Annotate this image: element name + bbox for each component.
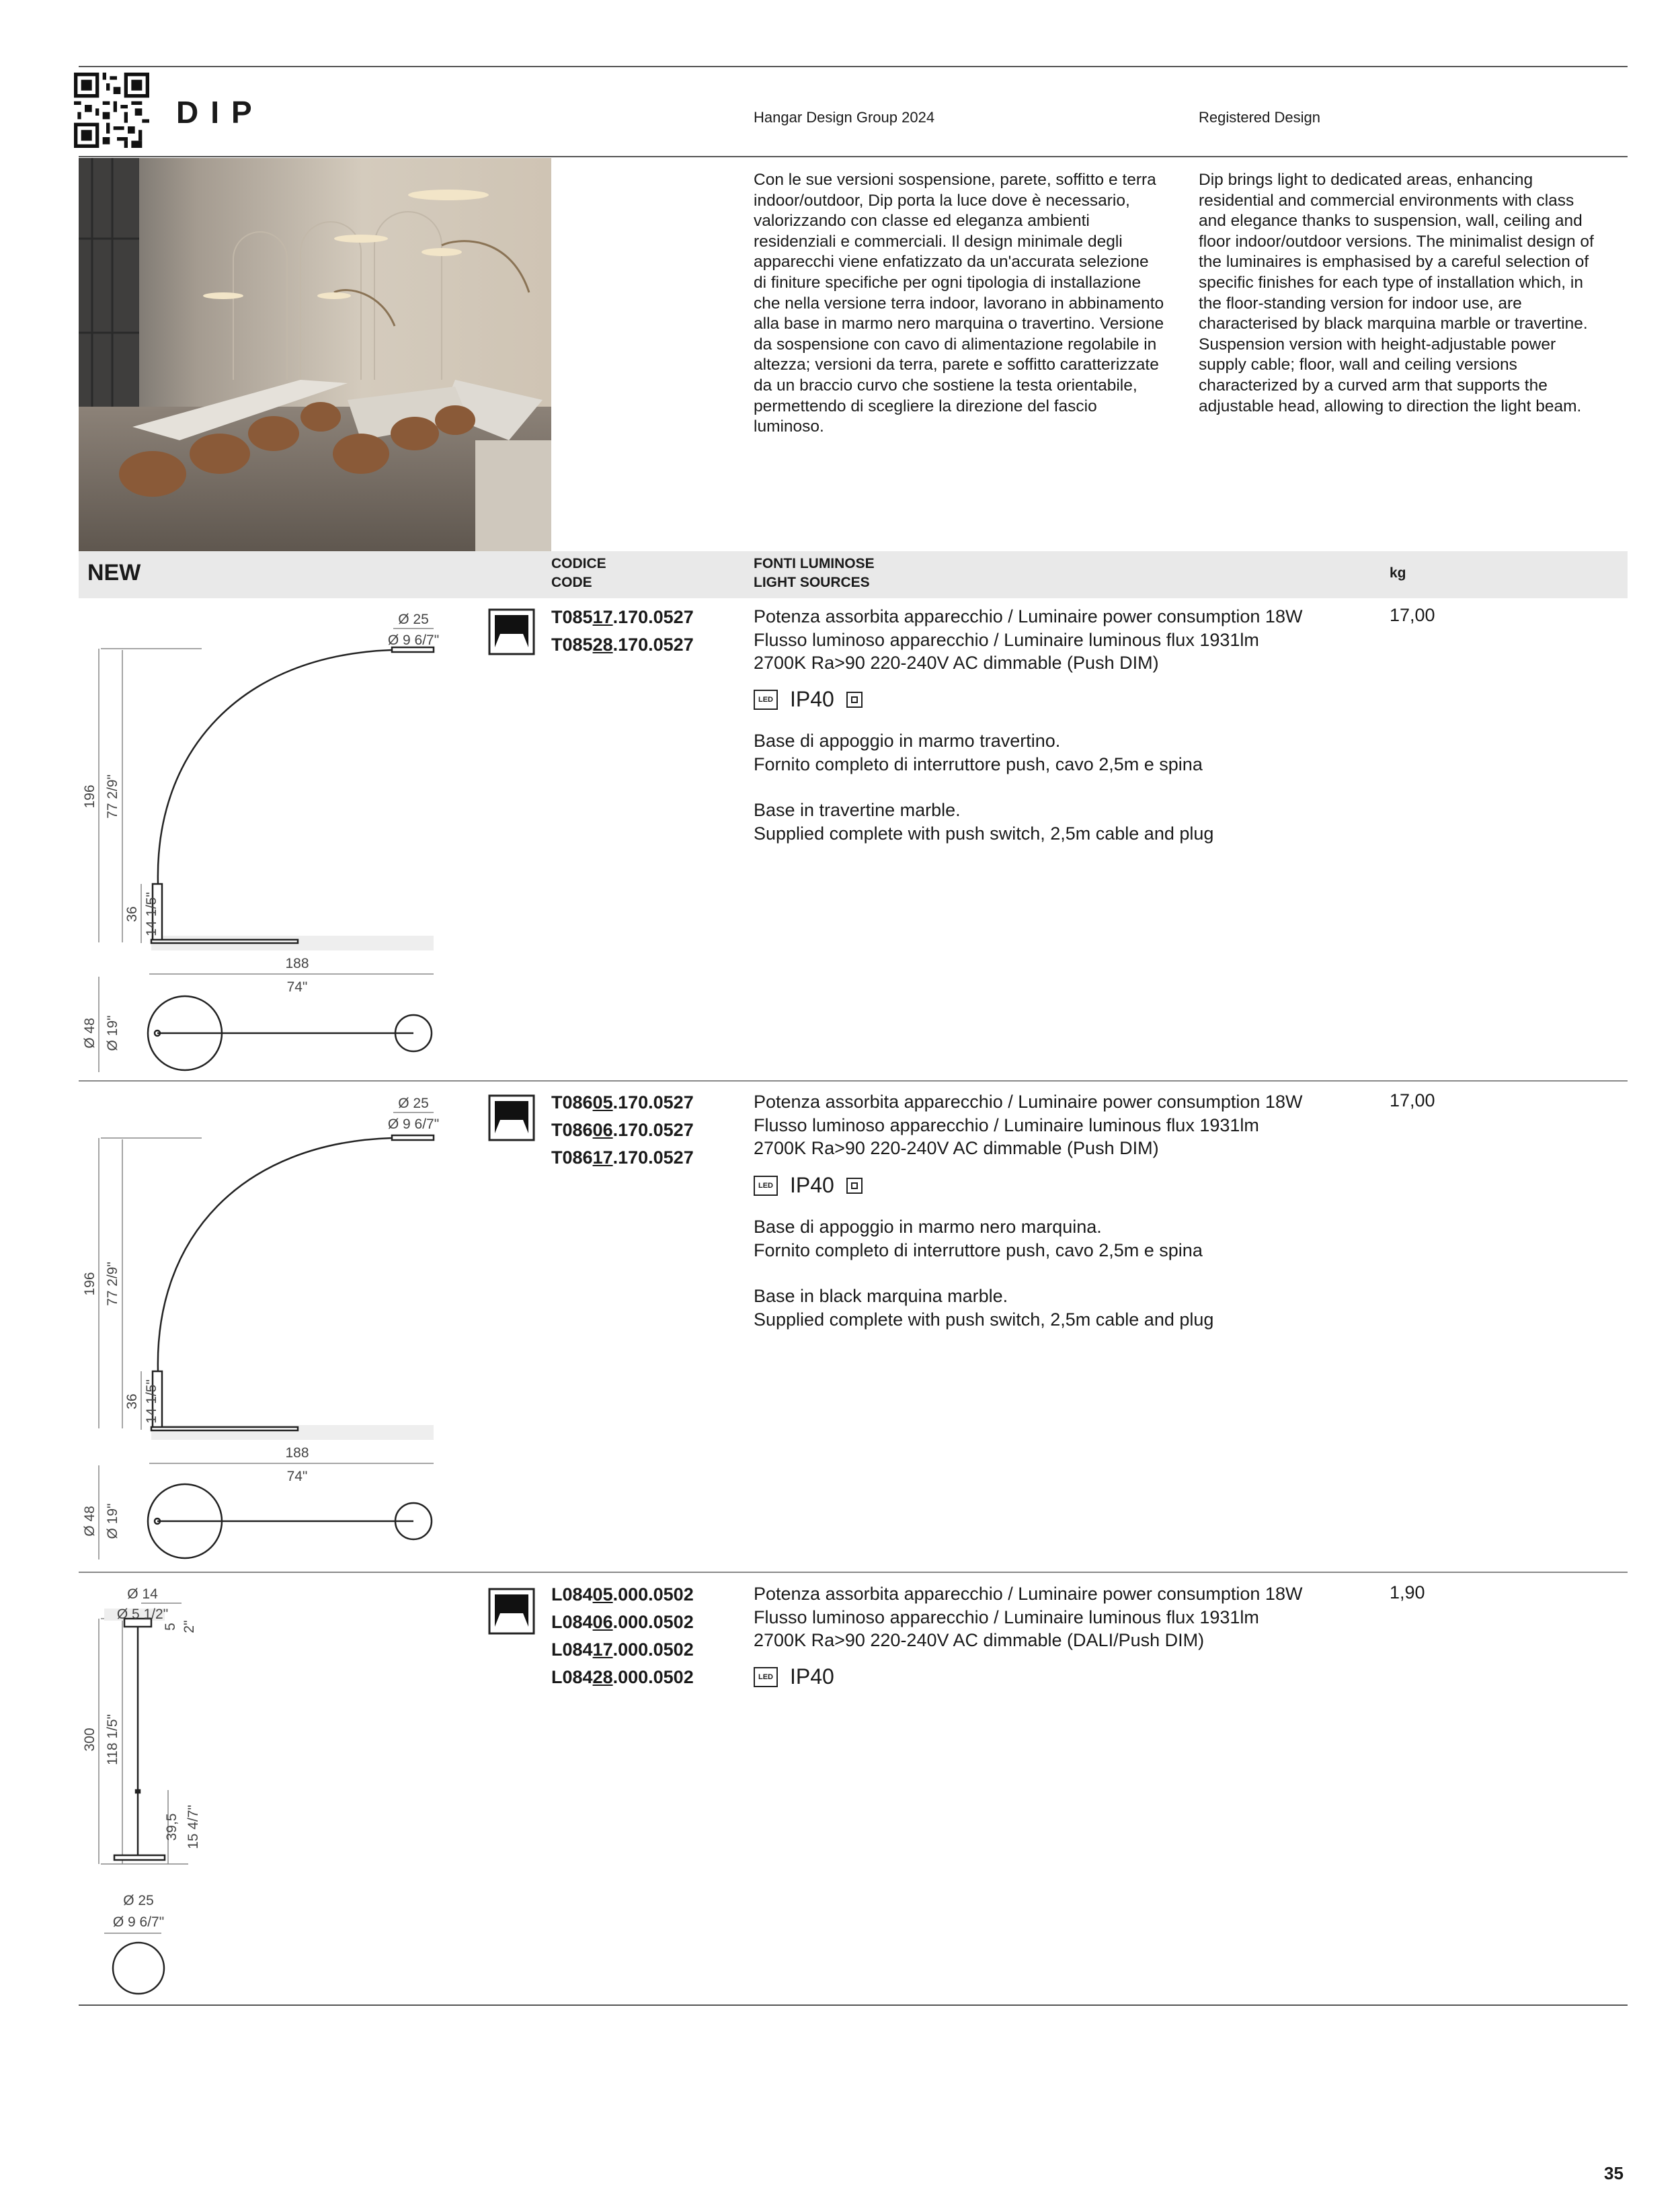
dim-head-diameter-cm: Ø 25 (398, 1096, 429, 1111)
dim-canopy-diameter-cm: Ø 14 (127, 1586, 158, 1602)
dim-lower-height-cm: 39,5 (164, 1813, 179, 1841)
notes-english: Base in black marquina marble. Supplied complete with push switch, 2,5m cable and plug (754, 1286, 1214, 1330)
led-icon: LED (754, 1667, 778, 1687)
floor-lamp-drawing-marquina (74, 1086, 450, 1566)
dim-head-diameter-cm: Ø 25 (123, 1893, 154, 1908)
weight-value: 1,90 (1390, 1582, 1425, 1603)
led-icon: LED (754, 690, 778, 710)
description-english: Dip brings light to dedicated areas, enhancing residential and commercial environments with class and elegance thanks to suspension, wall, ceiling and floor indoor/outdoor versions. The minimalist design of the luminaires is emphasised by a careful selection of specific finishes for each type of installation which, in the floor-standing version for indoor use, are characterised by black marquina marble or travertine. Suspension version with height-adjustable power supply cable; floor, wall and ceiling versions characterized by a curved arm that supports the adjustable head, allowing to direction the light beam. (1199, 171, 1594, 415)
product-codes (551, 1089, 694, 1172)
light-sources-column-header: FONTI LUMINOSE LIGHT SOURCES (754, 556, 875, 590)
ip-rating-row (754, 1664, 834, 1689)
dim-reach-in: 74" (286, 979, 308, 995)
product-code: L08428.000.0502 (551, 1667, 694, 1687)
ip-rating-row (754, 1173, 863, 1198)
product-codes (551, 604, 694, 659)
bottom-rule (79, 2004, 1628, 2006)
dim-base-diameter-in: Ø 19" (105, 1503, 120, 1539)
dim-height-cm: 300 (82, 1728, 97, 1752)
dim-height-cm: 196 (82, 784, 97, 809)
light-source-spec: Potenza assorbita apparecchio / Luminaire power consumption 18W Flusso luminoso apparecchio / Luminaire luminous flux 1931lm 2700K Ra>90 220-240V AC dimmable (Push DIM) (754, 606, 1303, 673)
product-code: T08617.170.0527 (551, 1147, 694, 1168)
product-code: T08528.170.0527 (551, 635, 694, 655)
dim-base-diameter-in: Ø 19" (105, 1015, 120, 1051)
new-badge: NEW (87, 560, 141, 585)
product-code: T08606.170.0527 (551, 1120, 694, 1140)
product-code: T08605.170.0527 (551, 1092, 694, 1112)
notes-english: Base in travertine marble. Supplied complete with push switch, 2,5m cable and plug (754, 800, 1214, 844)
dim-reach-in: 74" (286, 1469, 308, 1484)
brand-title: DIP (176, 95, 264, 130)
led-icon: LED (754, 1176, 778, 1196)
dim-canopy-height-cm: 5 (163, 1623, 178, 1631)
weight-value: 17,00 (1390, 1090, 1435, 1110)
dim-reach-cm: 188 (285, 1445, 309, 1461)
row-divider (79, 1572, 1628, 1573)
light-source-spec: Potenza assorbita apparecchio / Luminaire power consumption 18W Flusso luminoso apparecchio / Luminaire luminous flux 1931lm 2700K Ra>90 220-240V AC dimmable (Push DIM) (754, 1092, 1303, 1158)
designer-credit: Hangar Design Group 2024 (754, 109, 935, 126)
ip-rating: IP40 (790, 1664, 834, 1689)
description-italian: Con le sue versioni sospensione, parete, soffitto e terra indoor/outdoor, Dip porta la luce dove è necessario, valorizzando con classe ed eleganza ambienti residenziali e commerciali. Il design minimale degli apparecchi viene enfatizzato da un'accurata selezione di finiture specifiche per ogni tipologia di installazione che nella versione terra indoor, lavorano in abbinamento alla base in marmo nero marquina o travertino. Versione da sospensione con cavo di alimentazione regolabile in altezza; versioni da terra, parete e soffitto caratterizzate da un braccio curvo che sostiene la testa orientabile, permettendo di scegliere la direzione del fascio luminoso. (754, 171, 1164, 436)
code-column-header: CODICE CODE (551, 556, 606, 590)
dim-height-cm: 196 (82, 1272, 97, 1296)
dim-height-in: 77 2/9" (105, 1262, 120, 1306)
product-codes (551, 1581, 694, 1691)
dim-base-height-in: 14 1/5" (144, 892, 159, 936)
registered-design-label: Registered Design (1199, 109, 1320, 126)
product-code: L08405.000.0502 (551, 1584, 694, 1605)
floor-lamp-drawing-travertine (74, 602, 450, 1082)
dim-base-height-in: 14 1/5" (144, 1379, 159, 1424)
dim-head-diameter-in: Ø 9 6/7" (112, 1914, 165, 1930)
top-rule (79, 66, 1628, 67)
floor-lamp-thumbnail-icon (488, 608, 535, 655)
row-divider (79, 1080, 1628, 1082)
product-code: L08417.000.0502 (551, 1639, 694, 1660)
suspension-lamp-thumbnail-icon (488, 1588, 535, 1635)
weight-value: 17,00 (1390, 605, 1435, 625)
product-code: T08517.170.0527 (551, 607, 694, 627)
dim-head-diameter-in: Ø 9 6/7" (387, 633, 440, 648)
qr-code-icon (74, 73, 149, 148)
product-photo (79, 158, 551, 551)
floor-lamp-thumbnail-icon (488, 1094, 535, 1141)
dim-base-diameter-cm: Ø 48 (82, 1018, 97, 1049)
dim-lower-height-in: 15 4/7" (186, 1805, 201, 1849)
suspension-lamp-drawing (74, 1578, 276, 1995)
ip-rating-row (754, 687, 863, 712)
dim-head-diameter-cm: Ø 25 (398, 612, 429, 627)
dim-canopy-diameter-in: Ø 5 1/2" (116, 1607, 169, 1622)
ip-rating: IP40 (790, 687, 834, 711)
dim-reach-cm: 188 (285, 956, 309, 971)
dim-height-in: 118 1/5" (105, 1714, 120, 1765)
notes-italian: Base di appoggio in marmo travertino. Fornito completo di interruttore push, cavo 2,5m e spina (754, 731, 1203, 774)
dim-canopy-height-in: 2" (182, 1620, 197, 1633)
product-code: L08406.000.0502 (551, 1612, 694, 1632)
dim-height-in: 77 2/9" (105, 774, 120, 819)
page-number: 35 (1604, 2163, 1624, 2183)
class-ii-icon (846, 1178, 863, 1194)
dim-base-diameter-cm: Ø 48 (82, 1506, 97, 1537)
dim-base-height-cm: 36 (124, 1393, 140, 1410)
light-source-spec: Potenza assorbita apparecchio / Luminaire power consumption 18W Flusso luminoso apparecchio / Luminaire luminous flux 1931lm 2700K Ra>90 220-240V AC dimmable (DALI/Push DIM) (754, 1584, 1303, 1650)
class-ii-icon (846, 692, 863, 708)
ip-rating: IP40 (790, 1173, 834, 1197)
dim-head-diameter-in: Ø 9 6/7" (387, 1117, 440, 1132)
dim-base-height-cm: 36 (124, 906, 140, 922)
weight-column-header: kg (1390, 565, 1406, 581)
header-rule (79, 156, 1628, 157)
notes-italian: Base di appoggio in marmo nero marquina. Fornito completo di interruttore push, cavo 2,5m e spina (754, 1217, 1203, 1260)
